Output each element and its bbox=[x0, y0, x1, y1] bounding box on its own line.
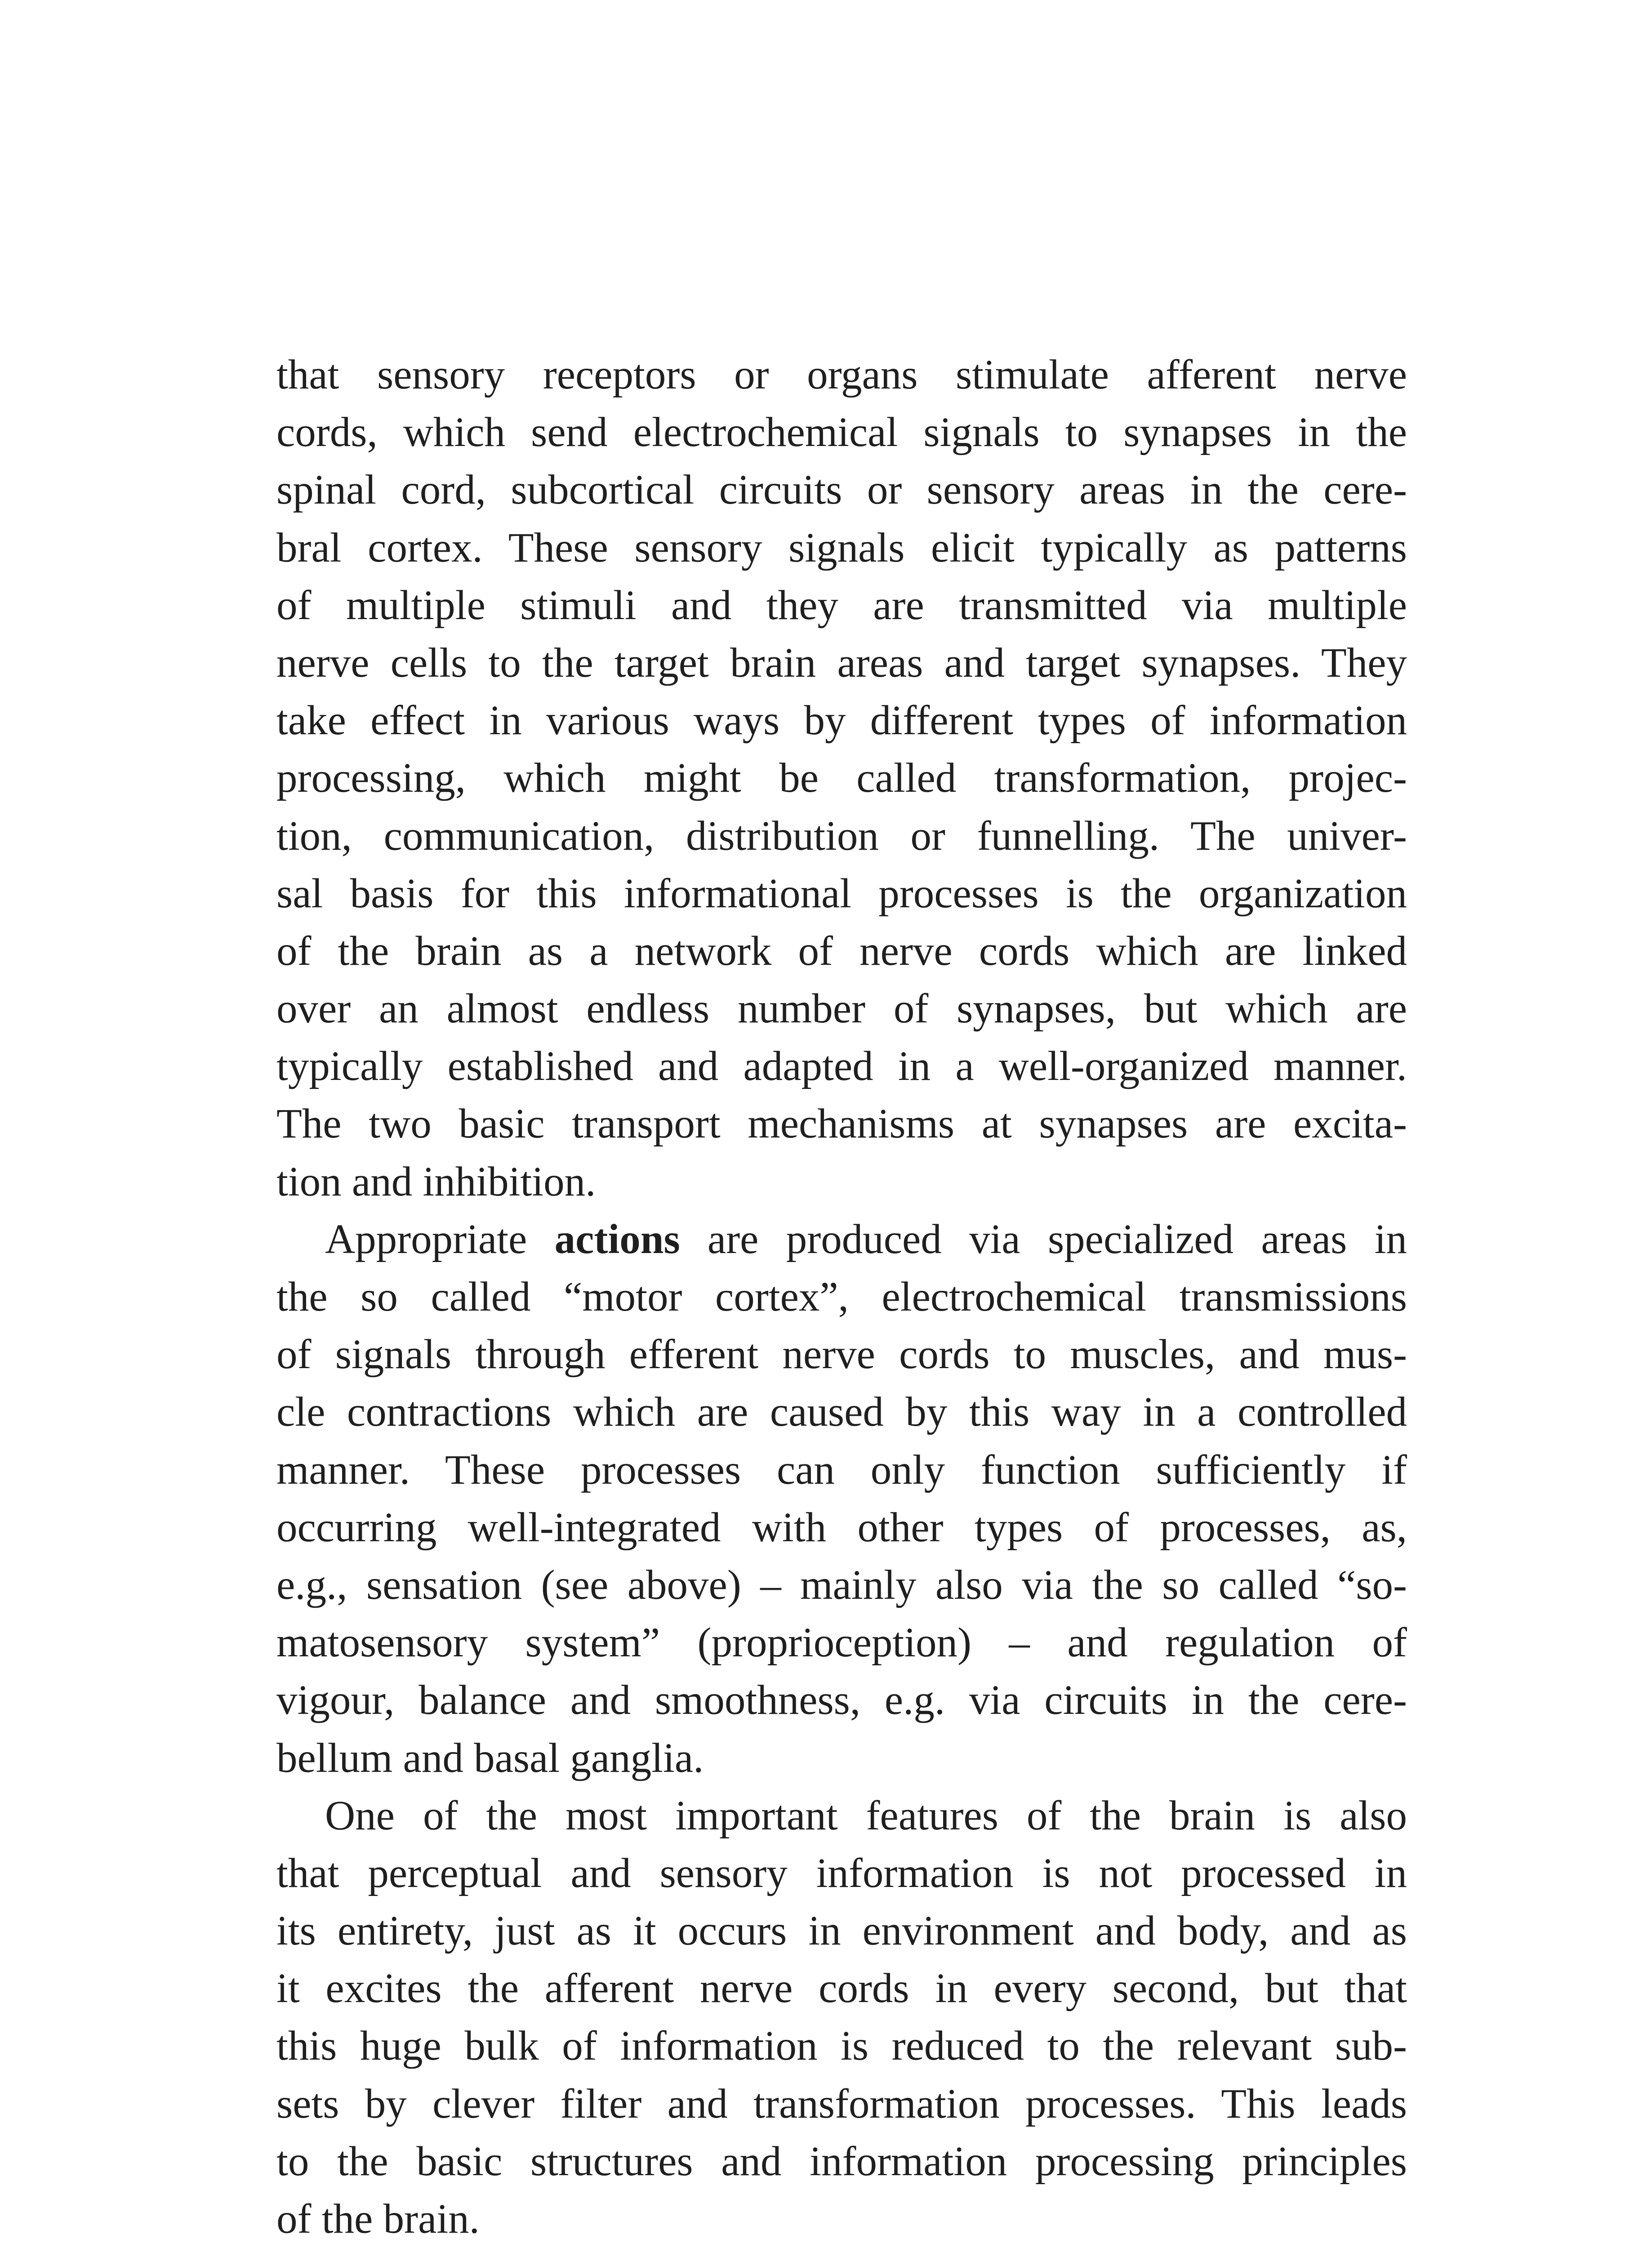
text-line: tion and inhibition. bbox=[276, 1158, 596, 1205]
text-line: sets by clever filter and transformation processes. This leads bbox=[276, 2080, 1407, 2127]
paragraph-2 bbox=[276, 1211, 1407, 1787]
body-text bbox=[276, 346, 1407, 2248]
text-line: this huge bulk of information is reduced to the relevant sub- bbox=[276, 2023, 1407, 2070]
text-line: over an almost endless number of synapses, but which are bbox=[276, 986, 1407, 1032]
text-line: The two basic transport mechanisms at synapses are excita- bbox=[276, 1101, 1407, 1147]
bold-term: actions bbox=[554, 1216, 680, 1262]
text-line: its entirety, just as it occurs in environment and body, and as bbox=[276, 1908, 1407, 1954]
text-segment: Appropriate bbox=[325, 1216, 555, 1262]
text-line: matosensory system” (proprioception) – and regulation of bbox=[276, 1619, 1407, 1666]
text-line: of multiple stimuli and they are transmitted via multiple bbox=[276, 582, 1407, 629]
text-line: bellum and basal ganglia. bbox=[276, 1735, 704, 1781]
text-line: that sensory receptors or organs stimulate afferent nerve bbox=[276, 352, 1407, 398]
text-line: of the brain as a network of nerve cords which are linked bbox=[276, 928, 1407, 974]
text-line: manner. These processes can only function sufficiently if bbox=[276, 1446, 1407, 1493]
text-line: take effect in various ways by different types of information bbox=[276, 697, 1407, 744]
text-line bbox=[276, 1211, 1407, 1268]
text-line: of the brain. bbox=[276, 2196, 480, 2242]
paragraph-3 bbox=[276, 1787, 1407, 2248]
text-line: of signals through efferent nerve cords to muscles, and mus- bbox=[276, 1331, 1407, 1378]
text-line: processing, which might be called transformation, projec- bbox=[276, 755, 1407, 802]
text-line: spinal cord, subcortical circuits or sensory areas in the cere- bbox=[276, 467, 1407, 513]
text-line: One of the most important features of the brain is also bbox=[325, 1792, 1407, 1839]
text-line: typically established and adapted in a well-organized manner. bbox=[276, 1043, 1407, 1090]
text-line: tion, communication, distribution or funnelling. The univer- bbox=[276, 812, 1407, 859]
text-line: that perceptual and sensory information is not processed in bbox=[276, 1850, 1407, 1896]
text-line: to the basic structures and information processing principles bbox=[276, 2138, 1407, 2185]
text-line: vigour, balance and smoothness, e.g. via circuits in the cere- bbox=[276, 1677, 1407, 1724]
text-line: nerve cells to the target brain areas and target synapses. They bbox=[276, 639, 1407, 686]
text-line: cle contractions which are caused by this way in a controlled bbox=[276, 1389, 1407, 1436]
text-segment: are produced via specialized areas in bbox=[680, 1216, 1407, 1262]
text-line: bral cortex. These sensory signals elicit typically as patterns bbox=[276, 524, 1407, 571]
text-line: cords, which send electrochemical signals to synapses in the bbox=[276, 409, 1407, 456]
text-line: sal basis for this informational processes is the organization bbox=[276, 870, 1407, 917]
text-line: it excites the afferent nerve cords in every second, but that bbox=[276, 1965, 1407, 2012]
paragraph-1 bbox=[276, 346, 1407, 1211]
text-line: occurring well-integrated with other types of processes, as, bbox=[276, 1504, 1407, 1551]
text-line: e.g., sensation (see above) – mainly also via the so called “so- bbox=[276, 1561, 1407, 1608]
text-line: the so called “motor cortex”, electrochemical transmissions bbox=[276, 1274, 1407, 1320]
